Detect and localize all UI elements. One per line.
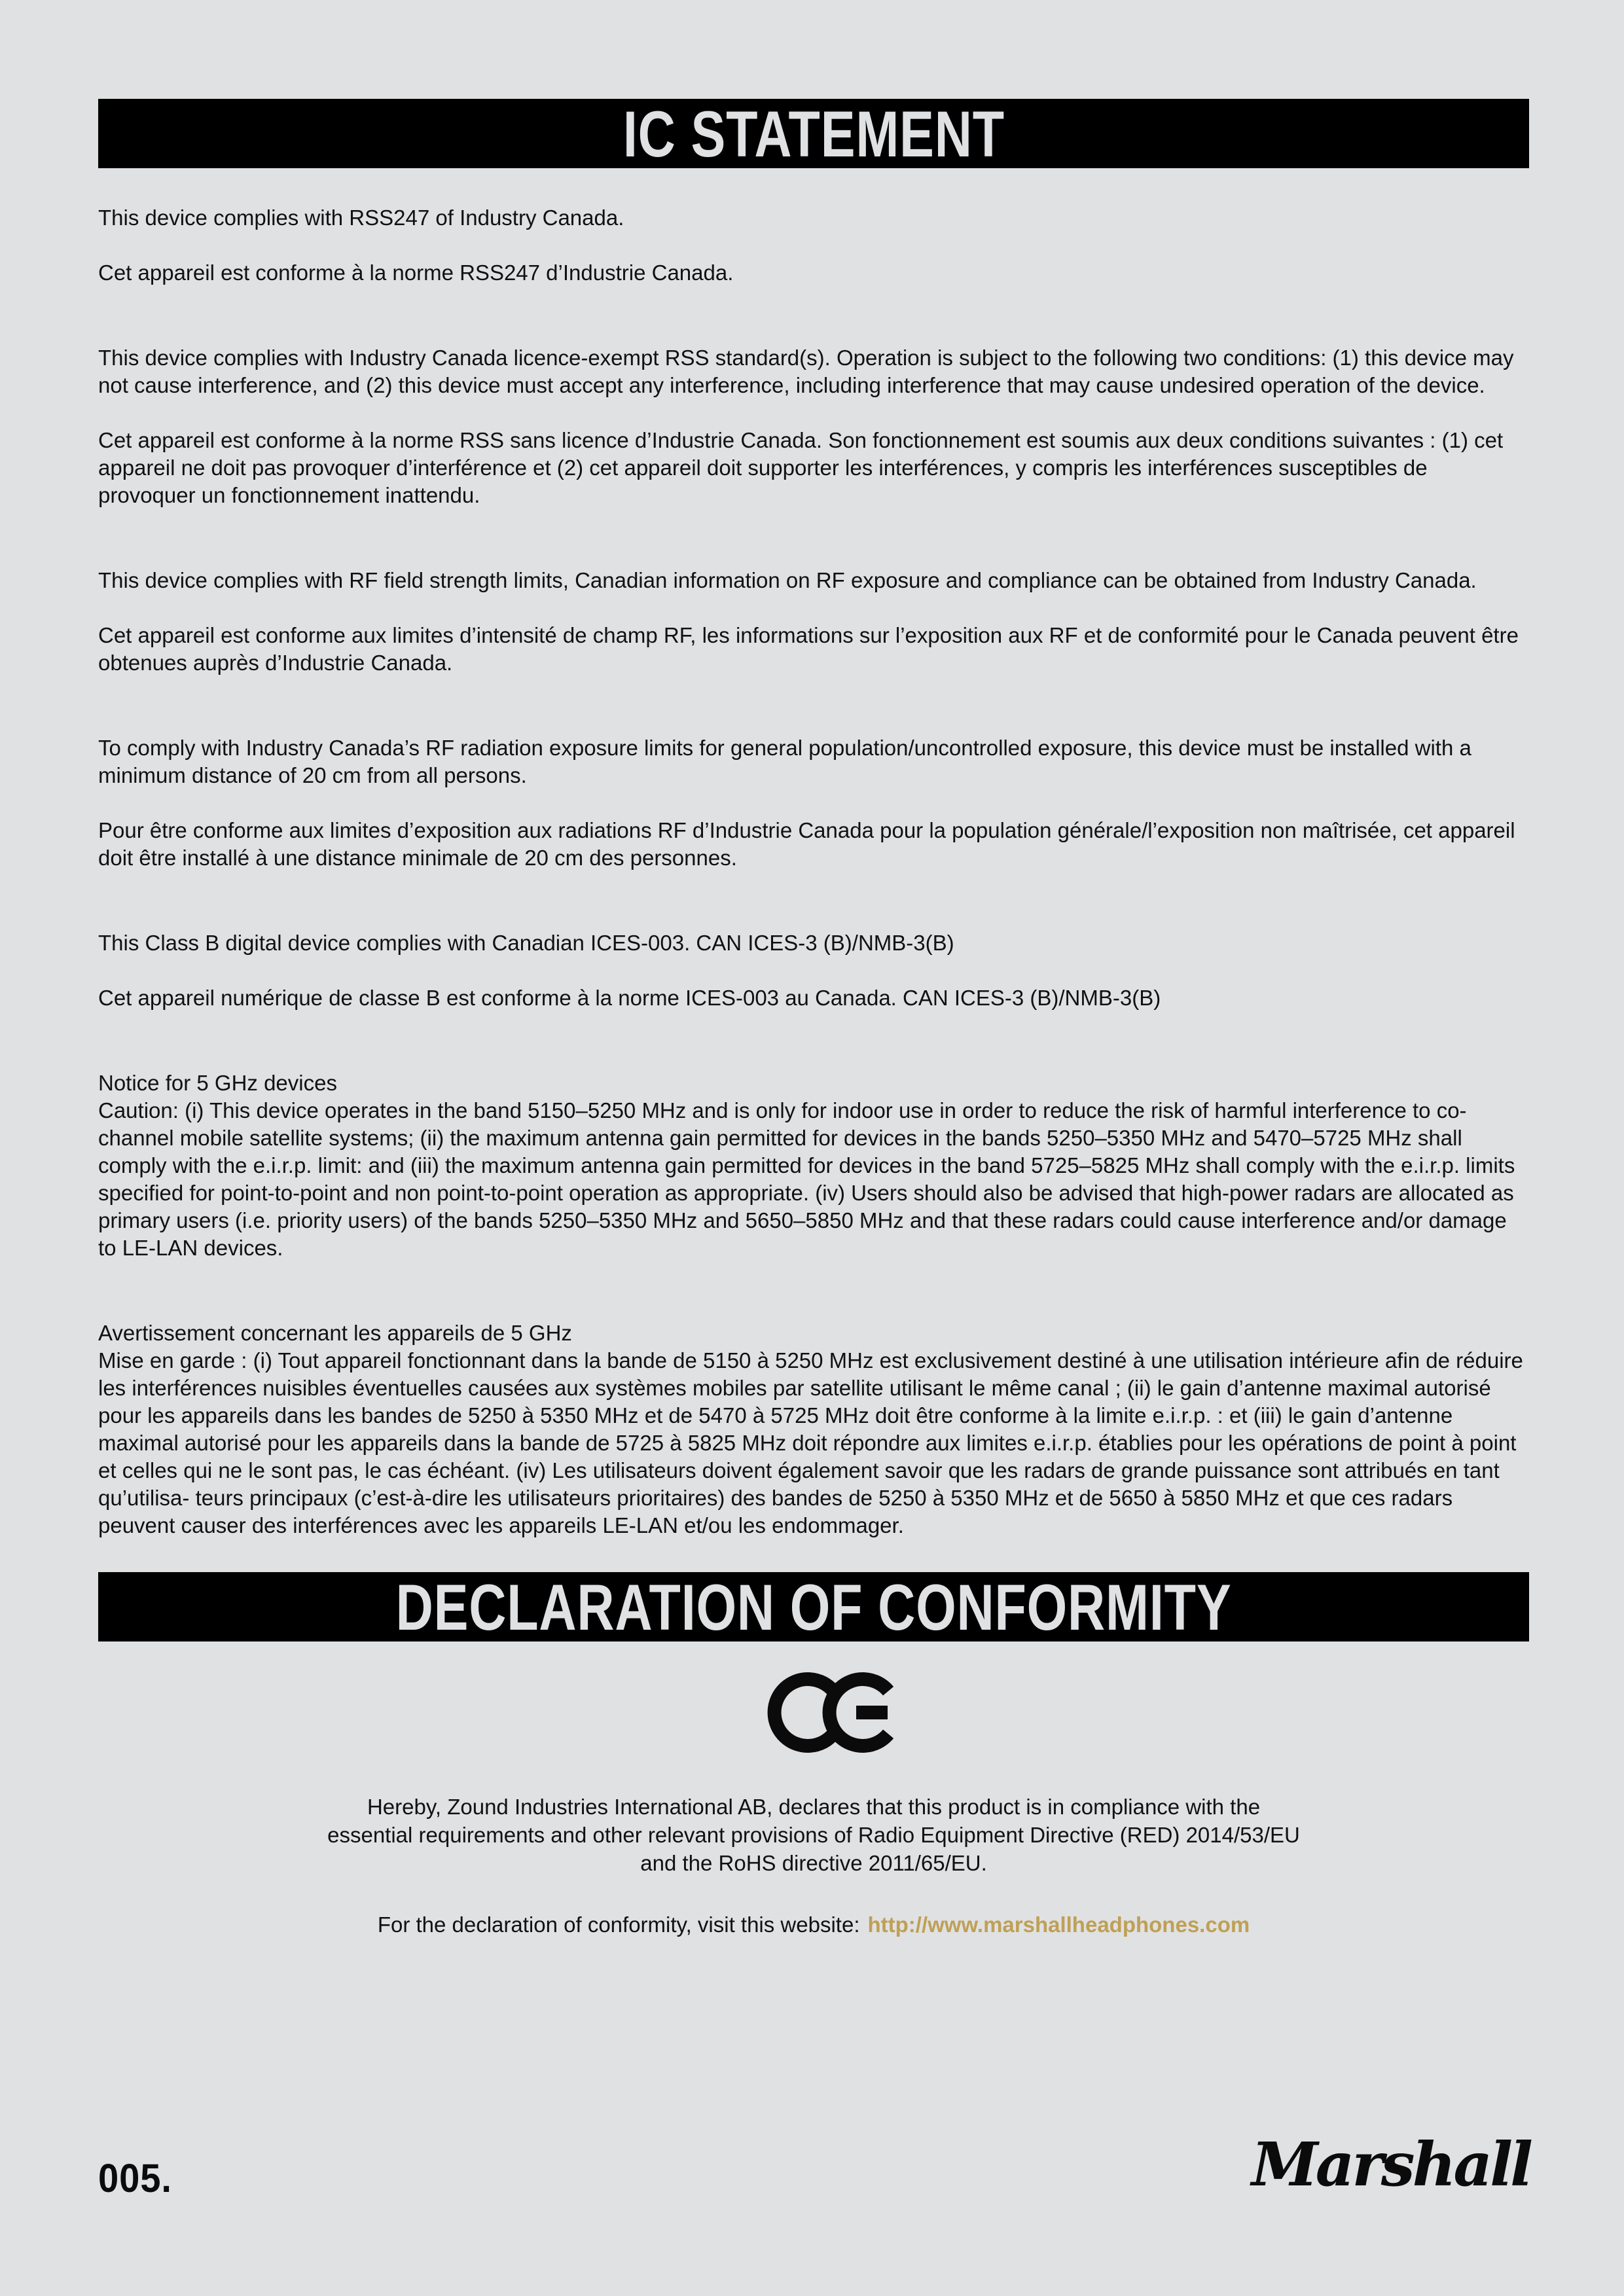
notice-5ghz-body: Caution: (i) This device operates in the band 5150–5250 MHz and is only for indoor use in order to reduce the risk of harmful interference to co-channel mobile satellite systems; (ii) the maximum antenna gain permitted for devices in the bands 5250–5350 MHz and 5470–5725 MHz shall comply with the e.i.r.p. limit: and (iii) the maximum antenna gain permitted for devices in the band 5725–5825 MHz shall comply with the e.i.r.p. limits specified for point-to-point and non point-to-point operation as appropriate. (iv) Users should also be advised that high-power radars are allocated as primary users (i.e. priority users) of the bands 5250–5350 MHz and 5650–5850 MHz and that these radars could cause interference and/or damage to LE-LAN devices. bbox=[98, 1098, 1515, 1260]
rf-field-strength-group bbox=[98, 567, 1529, 677]
licence-exempt-group bbox=[98, 344, 1529, 509]
declaration-statement bbox=[98, 1793, 1529, 1877]
page-number: 005. bbox=[98, 2156, 172, 2200]
website-prefix: For the declaration of conformity, visit this website: bbox=[377, 1912, 860, 1937]
paragraph-licence-exempt-fr: Cet appareil est conforme à la norme RSS sans licence d’Industrie Canada. Son fonctionnement est soumis aux deux conditions suivantes : (1) cet appareil ne doit pas provoquer d’interférence et (2) cet appareil doit supporter les interférences, y compris les interférences susceptibles de provoquer un fonctionnement inattendu. bbox=[98, 428, 1504, 507]
declaration-of-conformity-title: DECLARATION OF CONFORMITY bbox=[395, 1570, 1232, 1643]
paragraph-rss247-en: This device complies with RSS247 of Industry Canada. bbox=[98, 206, 624, 230]
rss247-group bbox=[98, 204, 1529, 287]
notice-5ghz-group bbox=[98, 1069, 1529, 1262]
declaration-statement-line-3: and the RoHS directive 2011/65/EU. bbox=[640, 1851, 987, 1875]
ce-mark-icon bbox=[98, 1672, 1529, 1753]
declaration-of-conformity-banner bbox=[98, 1572, 1529, 1641]
avertissement-5ghz-group bbox=[98, 1319, 1529, 1539]
ic-statement-banner bbox=[98, 99, 1529, 168]
paragraph-class-b-en: This Class B digital device complies with Canadian ICES-003. CAN ICES-3 (B)/NMB-3(B) bbox=[98, 931, 954, 955]
paragraph-rss247-fr: Cet appareil est conforme à la norme RSS247 d’Industrie Canada. bbox=[98, 260, 734, 285]
website-link[interactable]: http://www.marshallheadphones.com bbox=[867, 1912, 1250, 1937]
declaration-statement-line-2: essential requirements and other relevant provisions of Radio Equipment Directive (RED) 2014/53/EU bbox=[327, 1823, 1300, 1847]
marshall-logo: Marshall bbox=[1251, 2129, 1530, 2200]
website-line bbox=[98, 1911, 1529, 1939]
paragraph-rf-field-en: This device complies with RF field strength limits, Canadian information on RF exposure and compliance can be obtained from Industry Canada. bbox=[98, 568, 1477, 592]
avertissement-5ghz-heading: Avertissement concernant les appareils de 5 GHz bbox=[98, 1321, 572, 1345]
paragraph-class-b-fr: Cet appareil numérique de classe B est conforme à la norme ICES-003 au Canada. CAN ICES-3 (B)/NMB-3(B) bbox=[98, 986, 1161, 1010]
paragraph-rf-exposure-en: To comply with Industry Canada’s RF radiation exposure limits for general population/uncontrolled exposure, this device must be installed with a minimum distance of 20 cm from all persons. bbox=[98, 736, 1471, 787]
rf-exposure-group bbox=[98, 734, 1529, 872]
ic-statement-title: IC STATEMENT bbox=[623, 97, 1005, 170]
class-b-group bbox=[98, 929, 1529, 1012]
paragraph-rf-field-fr: Cet appareil est conforme aux limites d’intensité de champ RF, les informations sur l’exposition aux RF et de conformité pour le Canada peuvent être obtenues auprès d’Industrie Canada. bbox=[98, 623, 1519, 675]
avertissement-5ghz-body: Mise en garde : (i) Tout appareil fonctionnant dans la bande de 5150 à 5250 MHz est exclusivement destiné à une utilisation intérieure afin de réduire les interférences nuisibles éventuelles causées aux systèmes mobiles par satellite utilisant le même canal ; (ii) le gain d’antenne maximal autorisé pour les appareils dans les bandes de 5250 à 5350 MHz et de 5470 à 5725 MHz doit être conforme à la limite e.i.r.p. : et (iii) le gain d’antenne maximal autorisé pour les appareils dans la bande de 5725 à 5825 MHz doit répondre aux limites e.i.r.p. établies pour les opérations de point à point et celles qui ne le sont pas, le cas échéant. (iv) Les utilisateurs doivent également savoir que les radars de grande puissance sont attribués en tant qu’utilisa- teurs principaux (c’est-à-dire les utilisateurs prioritaires) des bandes de 5250 à 5350 MHz et de 5650 à 5850 MHz et que ces radars peuvent causer des interférences avec les appareils LE-LAN et/ou les endommager. bbox=[98, 1348, 1523, 1537]
declaration-statement-line-1: Hereby, Zound Industries International AB, declares that this product is in compliance with the bbox=[367, 1795, 1261, 1819]
notice-5ghz-heading: Notice for 5 GHz devices bbox=[98, 1071, 337, 1095]
page-content bbox=[98, 99, 1529, 1939]
paragraph-licence-exempt-en: This device complies with Industry Canada licence-exempt RSS standard(s). Operation is subject to the following two conditions: (1) this device may not cause interference, and (2) this device must accept any interference, including interference that may cause undesired operation of the device. bbox=[98, 346, 1514, 397]
paragraph-rf-exposure-fr: Pour être conforme aux limites d’exposition aux radiations RF d’Industrie Canada pour la population générale/l’exposition non maîtrisée, cet appareil doit être installé à une distance minimale de 20 cm des personnes. bbox=[98, 818, 1515, 870]
